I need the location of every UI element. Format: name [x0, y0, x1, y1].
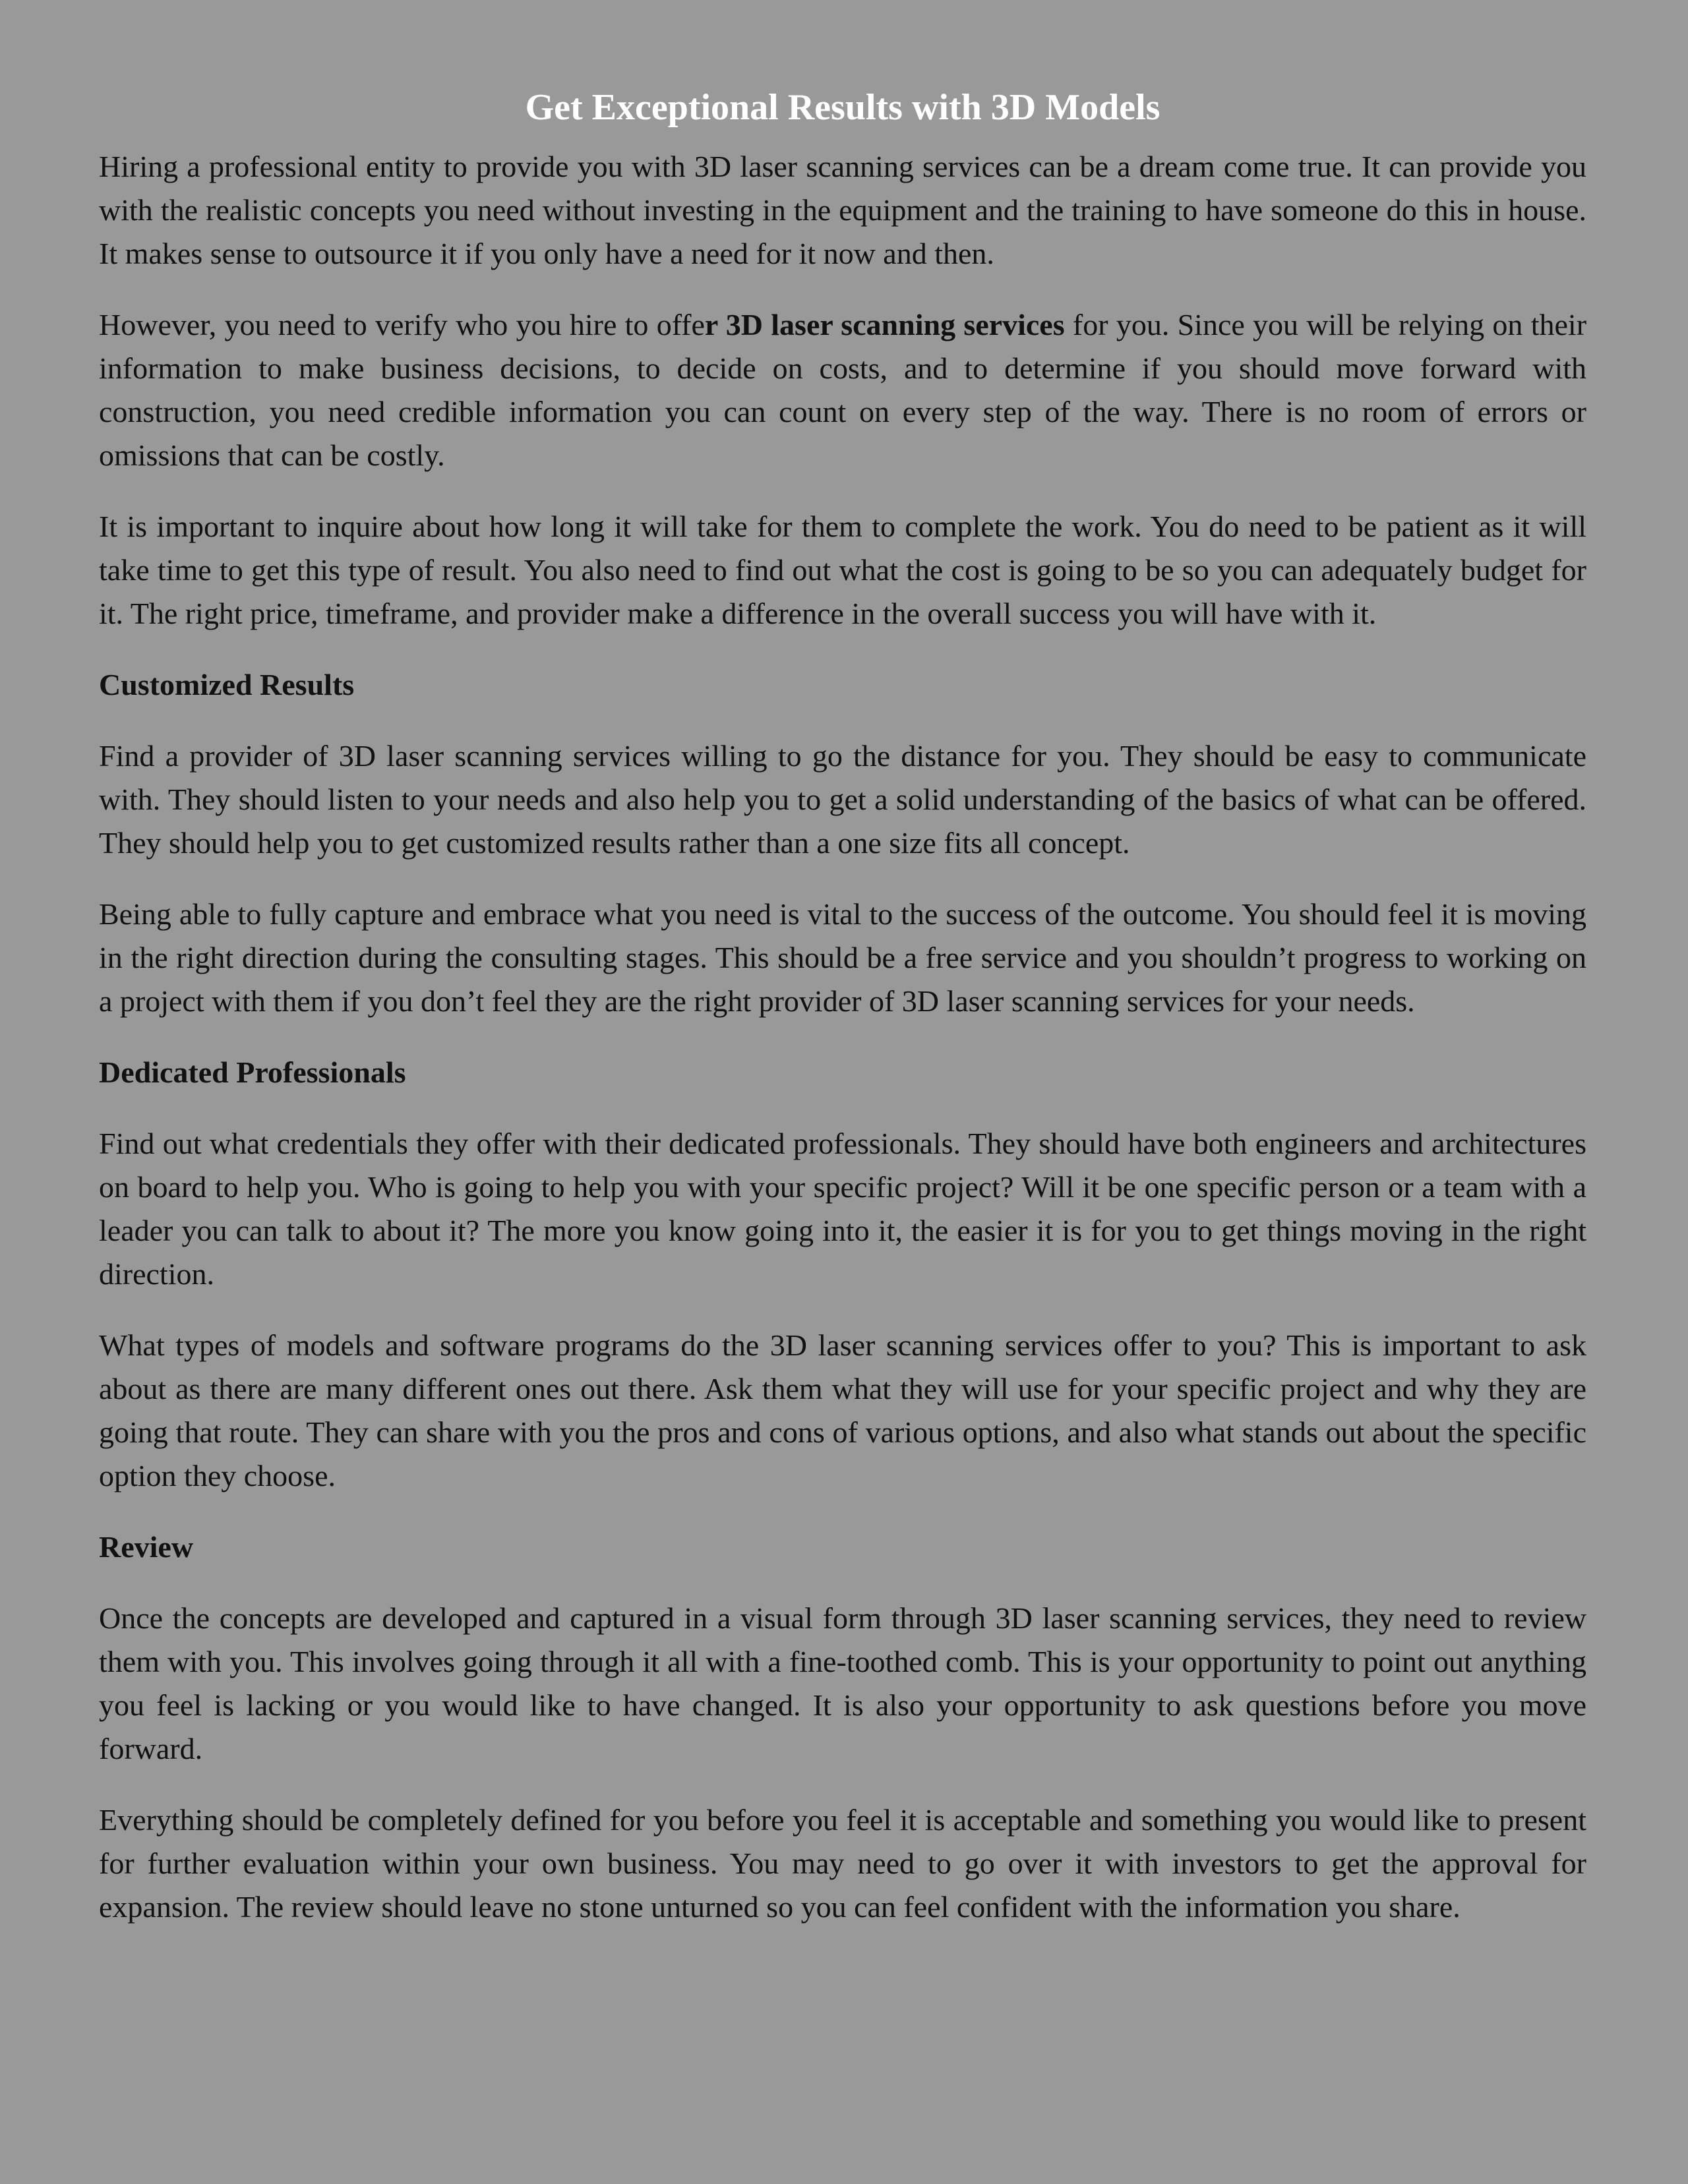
paragraph-credentials: Find out what credentials they offer with their dedicated professionals. They should have both engineers and architectures on board to help you. Who is going to help you with your specific project? Will it be one specific person or a team with a leader you can talk to about it? The more you know going into it, the easier it is for you to get things moving in the right direction. — [99, 1127, 1586, 1291]
page-title: Get Exceptional Results with 3D Models — [525, 87, 1160, 128]
document-page — [99, 78, 1586, 1957]
paragraph-verify-text-end: for you. Since you will be relying on their information to make business decisions, to decide on costs, and to determine if you should move forward with construction, you need credible information you can count on every step of the way. There is no room of errors or omissions that can be costly. — [99, 308, 1587, 472]
paragraph-timeframe: It is important to inquire about how long it will take for them to complete the work. You do need to be patient as it will take time to get this type of result. You also need to find out what the cost is going to be so you can adequately budget for it. The right price, timeframe, and provider make a difference in the overall success you will have with it. — [99, 510, 1586, 630]
paragraph-intro: Hiring a professional entity to provide you with 3D laser scanning services can be a dream come true. It can provide you with the realistic concepts you need without investing in the equipment and the training to have someone do this in house. It makes sense to outsource it if you only have a need for it now and then. — [99, 150, 1586, 270]
heading-dedicated-professionals: Dedicated Professionals — [99, 1055, 406, 1089]
paragraph-review-concepts: Once the concepts are developed and captured in a visual form through 3D laser scanning services, they need to review them with you. This involves going through it all with a fine-toothed comb. This is your opportunity to point out anything you feel is lacking or you would like to have changed. It is also your opportunity to ask questions before you move forward. — [99, 1601, 1586, 1765]
paragraph-verify — [99, 303, 1586, 477]
paragraph-verify-text-start: However, you need to verify who you hire to offe — [99, 308, 705, 341]
heading-customized-results: Customized Results — [99, 668, 355, 701]
paragraph-capture: Being able to fully capture and embrace what you need is vital to the success of the outcome. You should feel it is moving in the right direction during the consulting stages. This should be a free service and you shouldn’t progress to working on a project with them if you don’t feel they are the right provider of 3D laser scanning services for your needs. — [99, 897, 1586, 1018]
heading-review: Review — [99, 1530, 194, 1564]
paragraph-review-defined: Everything should be completely defined for you before you feel it is acceptable and something you would like to present for further evaluation within your own business. You may need to go over it with investors to get the approval for expansion. The review should leave no stone unturned so you can feel confident with the information you share. — [99, 1803, 1586, 1924]
paragraph-verify-bold-phrase: r 3D laser scanning services — [704, 308, 1065, 341]
paragraph-models-software: What types of models and software programs do the 3D laser scanning services offer to you? This is important to ask about as there are many different ones out there. Ask them what they will use for your specific project and why they are going that route. They can share with you the pros and cons of various options, and also what stands out about the specific option they choose. — [99, 1328, 1586, 1492]
paragraph-provider: Find a provider of 3D laser scanning services willing to go the distance for you. They should be easy to communicate with. They should listen to your needs and also help you to get a solid understanding of the basics of what can be offered. They should help you to get customized results rather than a one size fits all concept. — [99, 739, 1586, 860]
